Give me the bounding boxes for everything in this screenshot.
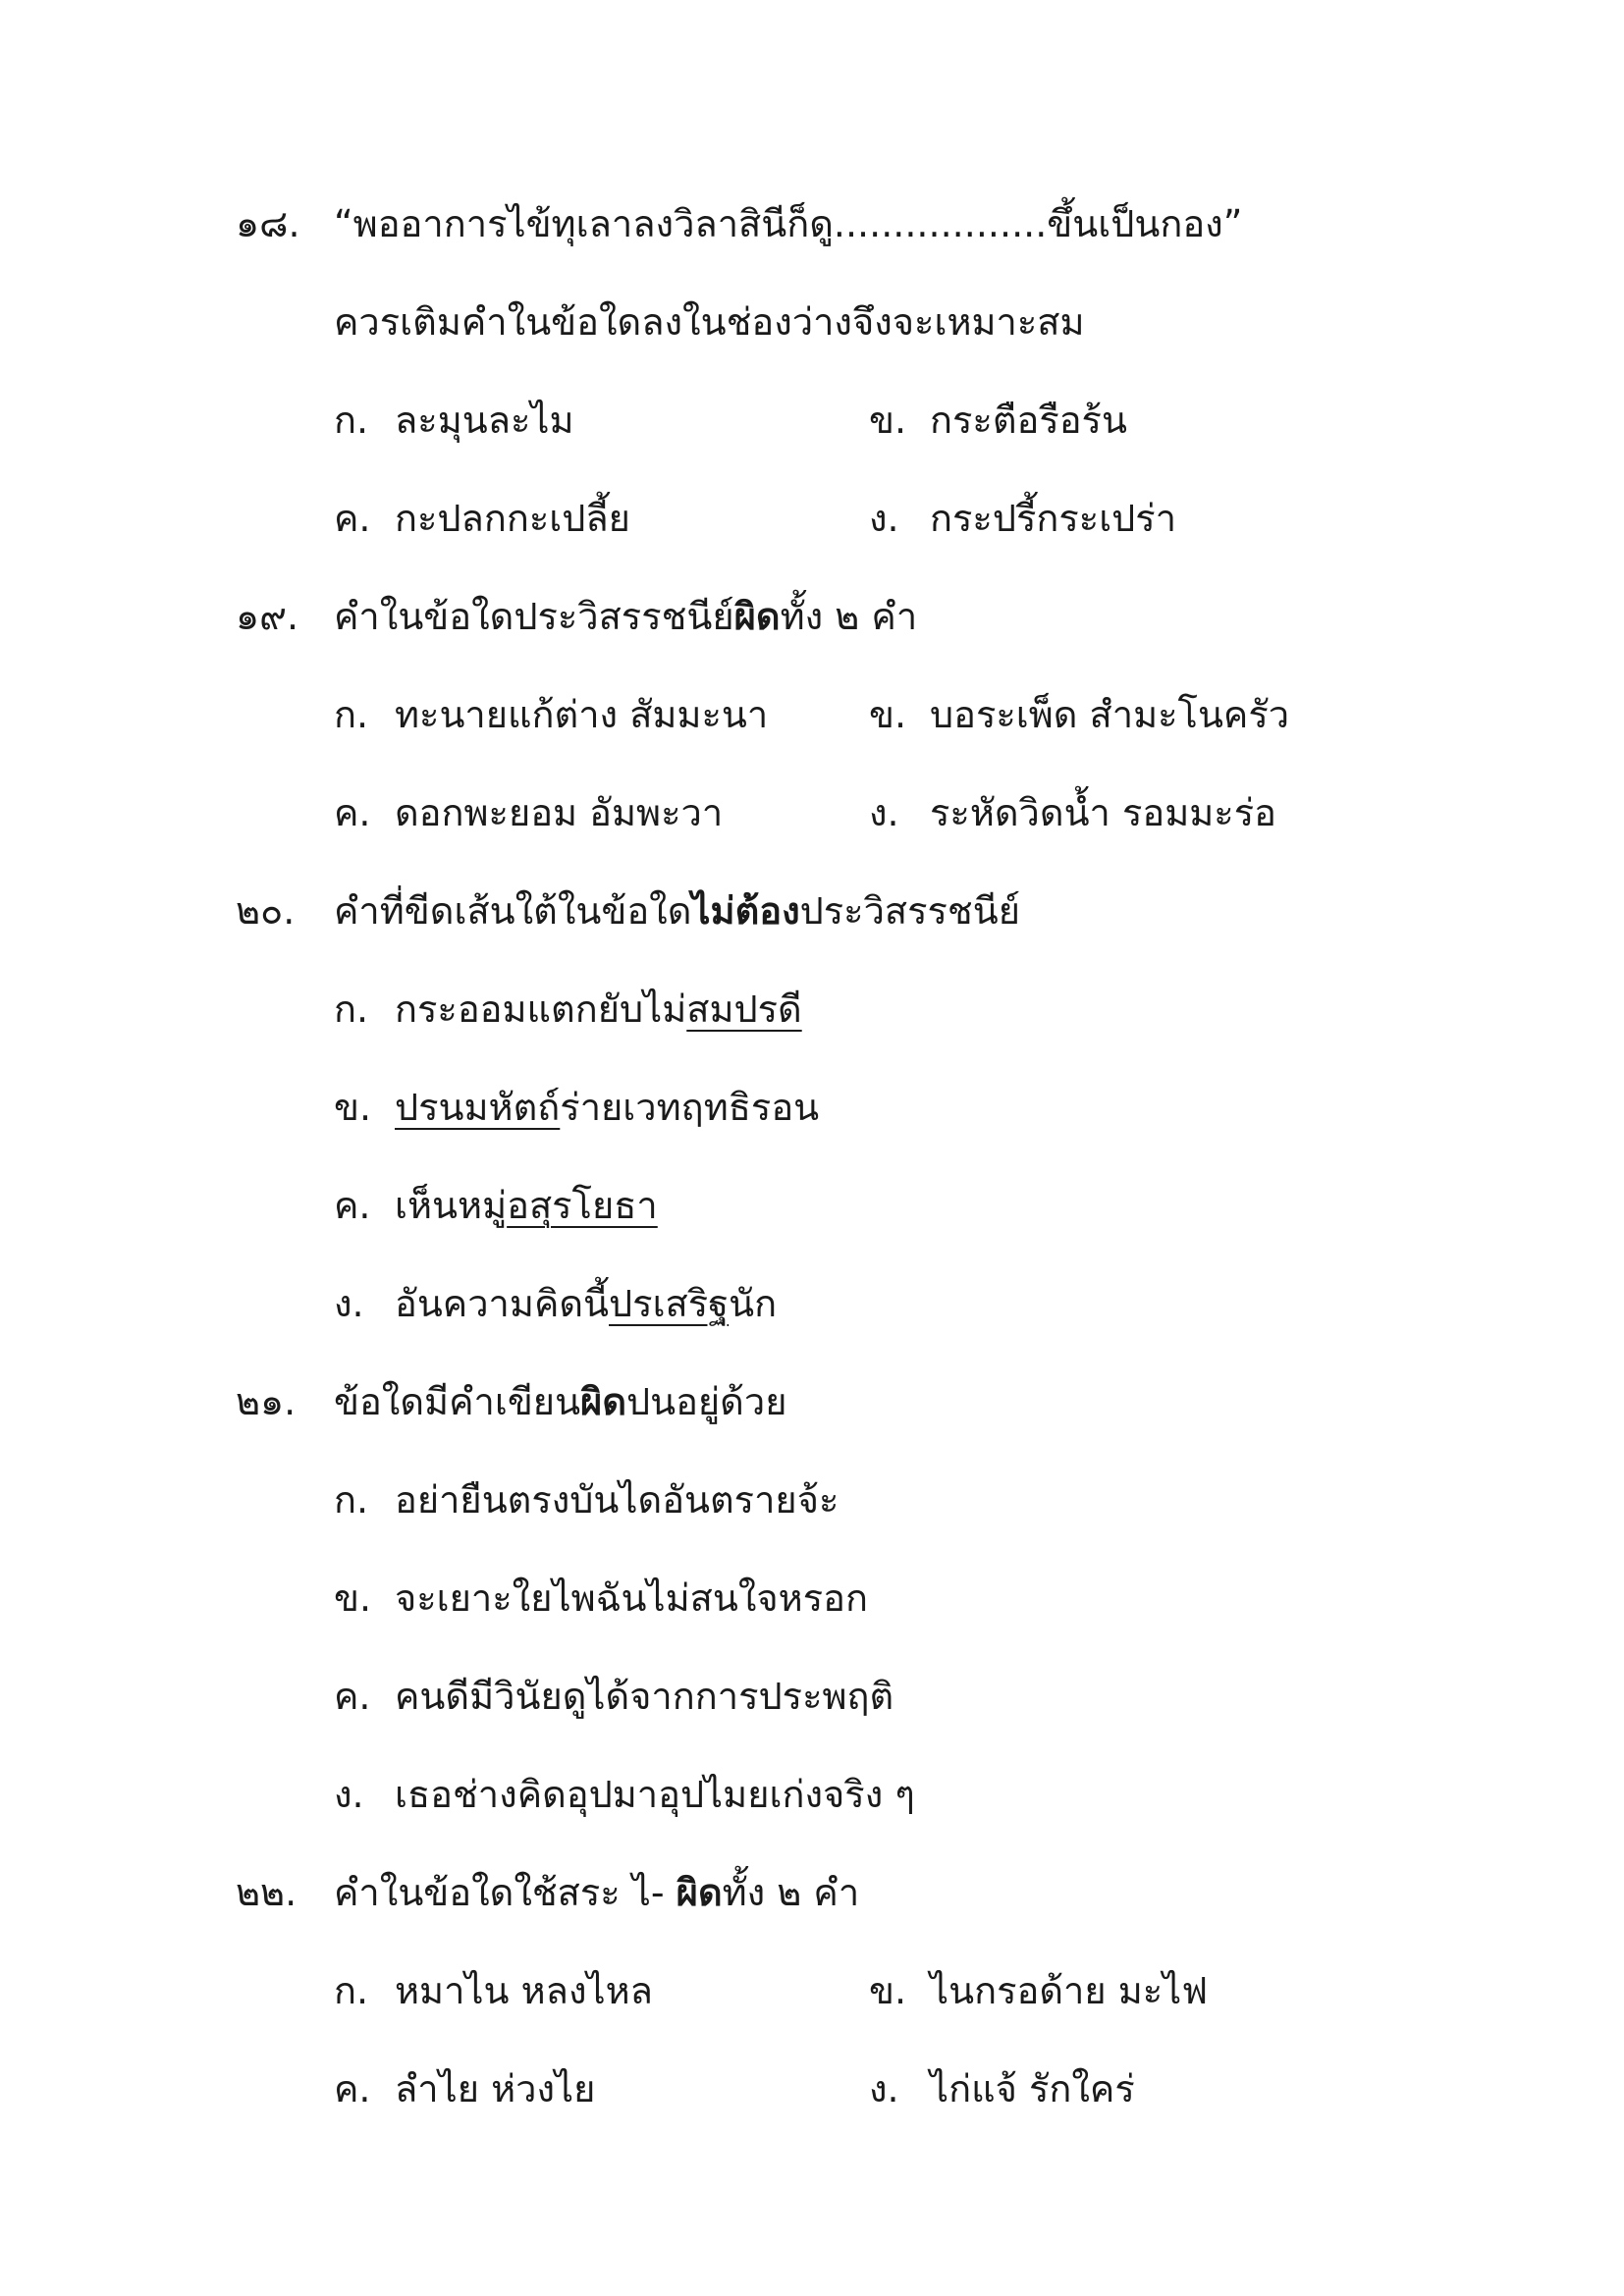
option-text: ทะนายแก้ต่าง สัมมะนา — [395, 693, 769, 736]
option-text: อย่ายืนตรงบันไดอันตรายจ้ะ — [395, 1478, 839, 1522]
option-label: ค. — [334, 497, 371, 540]
question-number: ๒๑. — [236, 1380, 297, 1423]
question-text-part: ปนอยู่ด้วย — [626, 1380, 787, 1423]
option-label: ข. — [869, 693, 907, 736]
option-label: ค. — [334, 1184, 371, 1227]
question-emphasis: ผิด — [733, 595, 781, 638]
option-label: ค. — [334, 791, 371, 834]
option-ngo[interactable] — [334, 1765, 915, 1824]
question-number: ๒๒. — [236, 1871, 298, 1914]
option-label: ก. — [334, 1478, 369, 1522]
option-label: ง. — [334, 1282, 364, 1325]
option-ngo[interactable] — [869, 2059, 1135, 2118]
option-label: ข. — [869, 1969, 907, 2012]
option-text: นัก — [729, 1282, 778, 1325]
option-kho[interactable] — [334, 1569, 868, 1628]
option-label: ก. — [334, 1969, 369, 2012]
question-subtext: ควรเติมคำในข้อใดลงในช่องว่างจึงจะเหมาะสม — [334, 300, 1085, 344]
question-text-part: คำที่ขีดเส้นใต้ในข้อใด — [334, 889, 692, 933]
question-text-part: ทั้ง ๒ คำ — [722, 1871, 860, 1914]
option-text: กะปลกกะเปลี้ย — [395, 497, 630, 540]
option-kho-khwai[interactable] — [334, 489, 630, 548]
option-ko[interactable] — [334, 1961, 653, 2020]
option-ko[interactable] — [334, 1470, 839, 1529]
question-emphasis: ผิด — [580, 1380, 626, 1423]
option-label: ข. — [334, 1086, 372, 1129]
option-label: ค. — [334, 2067, 371, 2110]
option-text: กระตือรือร้น — [930, 399, 1127, 442]
underlined-word: ปรนมหัตถ์ — [395, 1086, 561, 1129]
option-text: ลำไย ห่วงไย — [395, 2067, 596, 2110]
option-text: ไก่แจ้ รักใคร่ — [930, 2067, 1135, 2110]
question-text-part: คำในข้อใดใช้สระ ไ- — [334, 1871, 677, 1914]
underlined-word: สมปรดี — [686, 988, 802, 1031]
option-label: ก. — [334, 399, 369, 442]
question-18 — [0, 194, 1624, 253]
option-ko[interactable] — [334, 685, 768, 744]
question-text — [334, 881, 1020, 940]
option-kho[interactable] — [869, 391, 1127, 450]
question-text-part: คำในข้อใดประวิสรรชนีย์ — [334, 595, 734, 638]
question-text-part: ประวิสรรชนีย์ — [799, 889, 1020, 933]
question-text — [334, 1372, 786, 1431]
question-text — [334, 1863, 859, 1922]
question-text — [334, 587, 917, 646]
question-number: ๑๘. — [236, 202, 300, 245]
option-text: ดอกพะยอม อัมพะวา — [395, 791, 724, 834]
question-text: “พออาการไข้ทุเลาลงวิลาสินีก็ดู..................ขึ้นเป็นกอง” — [334, 202, 1243, 245]
question-21 — [0, 1372, 1624, 1431]
option-kho-khwai[interactable] — [334, 1176, 658, 1235]
underlined-word: อสุรโยธา — [507, 1184, 658, 1227]
option-kho-khwai[interactable] — [334, 783, 723, 842]
option-text: หมาไน หลงไหล — [395, 1969, 653, 2012]
option-ko[interactable] — [334, 391, 574, 450]
option-ko[interactable] — [334, 980, 802, 1039]
option-text: ไนกรอด้าย มะไฟ — [930, 1969, 1209, 2012]
option-label: ข. — [334, 1576, 372, 1620]
option-label: ง. — [869, 2067, 899, 2110]
question-text-part: ทั้ง ๒ คำ — [780, 595, 918, 638]
option-text: ร่ายเวทฤทธิรอน — [560, 1086, 820, 1129]
option-text: ระหัดวิดน้ำ รอมมะร่อ — [930, 791, 1276, 834]
option-label: ง. — [334, 1773, 364, 1816]
option-ngo[interactable] — [334, 1274, 777, 1333]
option-kho-khwai[interactable] — [334, 2059, 595, 2118]
question-20 — [0, 881, 1624, 940]
option-label: ง. — [869, 791, 899, 834]
option-label: ก. — [334, 693, 369, 736]
option-text: อันความคิดนี้ — [395, 1282, 610, 1325]
option-label: ง. — [869, 497, 899, 540]
option-label: ข. — [869, 399, 907, 442]
option-text: บอระเพ็ด สำมะโนครัว — [930, 693, 1290, 736]
option-ngo[interactable] — [869, 489, 1176, 548]
option-label: ค. — [334, 1675, 371, 1718]
option-text: คนดีมีวินัยดูได้จากการประพฤติ — [395, 1675, 894, 1718]
option-kho[interactable] — [334, 1078, 819, 1137]
option-kho[interactable] — [869, 685, 1289, 744]
question-number: ๒๐. — [236, 889, 296, 933]
option-kho-khwai[interactable] — [334, 1667, 893, 1726]
option-text: ละมุนละไม — [395, 399, 574, 442]
question-emphasis: ไม่ต้อง — [691, 889, 800, 933]
question-19 — [0, 587, 1624, 646]
option-text: กระออมแตกยับไม่ — [395, 988, 687, 1031]
question-22 — [0, 1863, 1624, 1922]
question-number: ๑๙. — [236, 595, 299, 638]
option-text: จะเยาะใยไพฉันไม่สนใจหรอก — [395, 1576, 868, 1620]
option-ngo[interactable] — [869, 783, 1276, 842]
question-text-part: ข้อใดมีคำเขียน — [334, 1380, 581, 1423]
option-text: เห็นหมู่ — [395, 1184, 508, 1227]
question-emphasis: ผิด — [676, 1871, 723, 1914]
option-text: กระปรี้กระเปร่า — [930, 497, 1177, 540]
underlined-word: ปรเสริฐ — [609, 1282, 730, 1325]
option-label: ก. — [334, 988, 369, 1031]
option-text: เธอช่างคิดอุปมาอุปไมยเก่งจริง ๆ — [395, 1773, 915, 1816]
option-kho[interactable] — [869, 1961, 1208, 2020]
